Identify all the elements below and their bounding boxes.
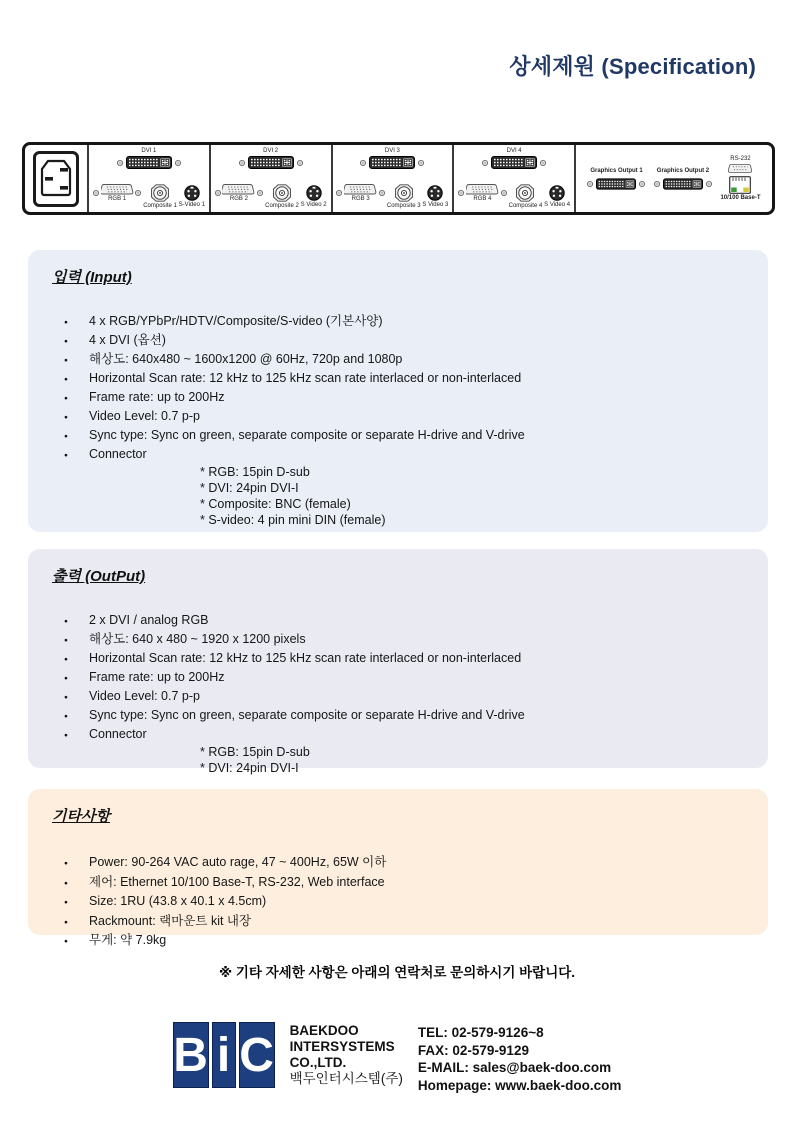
input-section-heading: 입력 (Input) <box>52 269 132 286</box>
screw-icon <box>501 190 507 196</box>
output-spec-section <box>28 549 768 775</box>
etc-bullet-list <box>50 853 746 951</box>
panel-output-section <box>576 145 772 212</box>
input-bullet-list <box>50 312 746 464</box>
screw-icon <box>706 181 712 187</box>
list-item: ● 2 x DVI / analog RGB <box>62 611 746 630</box>
screw-icon <box>239 160 245 166</box>
composite-port-label: Composite 1 <box>143 203 177 209</box>
screw-icon <box>175 160 181 166</box>
svideo-connector-icon <box>549 185 565 201</box>
panel-input-section-3 <box>333 145 455 212</box>
svideo-connector-icon <box>306 185 322 201</box>
screw-icon <box>135 190 141 196</box>
list-item: ● 제어: Ethernet 10/100 Base-T, RS-232, Web interface <box>62 873 746 893</box>
output-bullet-list <box>50 611 746 744</box>
connector-sub-item: * RGB: 15pin D-sub <box>200 745 310 759</box>
screw-icon <box>336 190 342 196</box>
bnc-connector-icon <box>391 184 417 202</box>
list-item: ● Frame rate: up to 200Hz <box>62 388 746 407</box>
dvi-connector-icon <box>663 178 703 190</box>
rgb-port-label: RGB 2 <box>229 196 248 202</box>
screw-icon <box>639 181 645 187</box>
screw-icon <box>458 190 464 196</box>
list-item: ● 해상도: 640 x 480 ~ 1920 x 1200 pixels <box>62 630 746 649</box>
graphics-output-2-label: Graphics Output 2 <box>656 167 710 174</box>
panel-input-section-4 <box>454 145 576 212</box>
dvi-connector-icon <box>248 156 294 169</box>
composite-port-label: Composite 3 <box>386 203 421 209</box>
dvi-connector-icon <box>491 156 537 169</box>
page-title: 상세제원 (Specification) <box>509 54 756 79</box>
rear-panel-figure <box>22 142 775 215</box>
dvi-port-label: DVI 3 <box>384 148 400 154</box>
svideo-port-label: S Video 4 <box>544 202 571 208</box>
ethernet-label: 10/100 Base-T <box>720 194 761 201</box>
svideo-connector-icon <box>184 185 200 201</box>
svideo-connector-icon <box>427 185 443 201</box>
etc-spec-section <box>28 789 768 947</box>
screw-icon <box>418 160 424 166</box>
screw-icon <box>379 190 385 196</box>
input-spec-section <box>28 250 768 532</box>
vga-connector-icon <box>344 184 377 195</box>
logo-letter-c: C <box>239 1022 275 1088</box>
vga-connector-icon <box>101 184 134 195</box>
dvi-port-label: DVI 4 <box>506 148 522 154</box>
screw-icon <box>117 160 123 166</box>
contact-info-block <box>418 1022 622 1094</box>
list-item: ● Connector <box>62 445 746 464</box>
screw-icon <box>297 160 303 166</box>
list-item: ● 무게: 약 7.9kg <box>62 931 746 951</box>
dvi-connector-icon <box>369 156 415 169</box>
connector-sub-item: * Composite: BNC (female) <box>200 497 351 511</box>
contact-fax: FAX: 02-579-9129 <box>417 1042 529 1058</box>
bnc-connector-icon <box>147 184 173 202</box>
screw-icon <box>360 160 366 166</box>
rgb-port-label: RGB 3 <box>351 196 370 202</box>
logo-letter-b: B <box>173 1022 209 1088</box>
graphics-output-1-label: Graphics Output 1 <box>590 167 643 174</box>
screw-icon <box>93 190 99 196</box>
rs232-label: RS-232 <box>730 155 751 162</box>
connector-sub-item: * DVI: 24pin DVI-I <box>200 481 299 495</box>
contact-notice: ※ 기타 자세한 사항은 아래의 연락처로 문의하시기 바랍니다. <box>218 965 576 980</box>
company-name-block <box>290 1022 403 1087</box>
dvi-port-label: DVI 2 <box>263 148 279 154</box>
composite-port-label: Composite 4 <box>508 203 543 209</box>
list-item: ● 4 x RGB/YPbPr/HDTV/Composite/S-video (기본사양) <box>62 312 746 331</box>
logo-letter-i: i <box>212 1022 236 1088</box>
connector-sub-item: * S-video: 4 pin mini DIN (female) <box>200 513 386 527</box>
list-item: ● Horizontal Scan rate: 12 kHz to 125 kHz scan rate interlaced or non-interlaced <box>62 369 746 388</box>
panel-input-section-1 <box>89 145 211 212</box>
screw-icon <box>540 160 546 166</box>
screw-icon <box>215 190 221 196</box>
list-item: ● Frame rate: up to 200Hz <box>62 668 746 687</box>
company-line: BAEKDOO <box>289 1023 359 1038</box>
output-section-heading: 출력 (OutPut) <box>52 568 146 585</box>
vga-connector-icon <box>222 184 255 195</box>
list-item: ● Video Level: 0.7 p-p <box>62 687 746 706</box>
company-line: INTERSYSTEMS <box>289 1039 395 1054</box>
vga-connector-icon <box>466 184 499 195</box>
svideo-port-label: S Video 2 <box>300 202 327 208</box>
svideo-port-label: S Video 3 <box>422 202 449 208</box>
list-item: ● 해상도: 640x480 ~ 1600x1200 @ 60Hz, 720p and 1080p <box>62 350 746 369</box>
screw-icon <box>654 181 660 187</box>
screw-icon <box>587 181 593 187</box>
list-item: ● Sync type: Sync on green, separate composite or separate H-drive and V-drive <box>62 706 746 725</box>
svideo-port-label: S-Video 1 <box>178 202 205 208</box>
ethernet-port-icon <box>729 176 751 194</box>
etc-section-heading: 기타사항 <box>52 808 110 825</box>
contact-tel: TEL: 02-579-9126~8 <box>417 1025 544 1040</box>
rgb-port-label: RGB 1 <box>108 196 127 202</box>
composite-port-label: Composite 2 <box>265 203 299 209</box>
rgb-port-label: RGB 4 <box>473 196 492 202</box>
connector-sub-item: * RGB: 15pin D-sub <box>200 465 310 479</box>
list-item: ● Rackmount: 랙마운트 kit 내장 <box>62 912 746 932</box>
dvi-connector-icon <box>126 156 172 169</box>
list-item: ● 4 x DVI (옵션) <box>62 331 746 350</box>
company-line: CO.,LTD. <box>289 1055 347 1070</box>
list-item: ● Video Level: 0.7 p-p <box>62 407 746 426</box>
screw-icon <box>257 190 263 196</box>
power-inlet-icon <box>33 151 79 207</box>
bic-logo <box>173 1022 275 1088</box>
list-item: ● Connector <box>62 725 746 744</box>
company-line-korean: 백두인터시스템(주) <box>289 1071 403 1086</box>
dvi-connector-icon <box>596 178 636 190</box>
panel-input-section-2 <box>211 145 333 212</box>
panel-power-section <box>25 145 89 212</box>
footer <box>0 1022 794 1094</box>
contact-email: E-MAIL: sales@baek-doo.com <box>417 1060 612 1075</box>
list-item: ● Horizontal Scan rate: 12 kHz to 125 kHz scan rate interlaced or non-interlaced <box>62 649 746 668</box>
rs232-connector-icon <box>728 164 752 173</box>
dvi-port-label: DVI 1 <box>141 148 157 154</box>
list-item: ● Size: 1RU (43.8 x 40.1 x 4.5cm) <box>62 892 746 912</box>
list-item: ● Power: 90-264 VAC auto rage, 47 ~ 400Hz, 65W 이하 <box>62 853 746 873</box>
bnc-connector-icon <box>269 184 295 202</box>
contact-homepage: Homepage: www.baek-doo.com <box>417 1077 622 1093</box>
bnc-connector-icon <box>512 184 538 202</box>
list-item: ● Sync type: Sync on green, separate composite or separate H-drive and V-drive <box>62 426 746 445</box>
connector-sub-item: * DVI: 24pin DVI-I <box>200 761 299 775</box>
screw-icon <box>482 160 488 166</box>
